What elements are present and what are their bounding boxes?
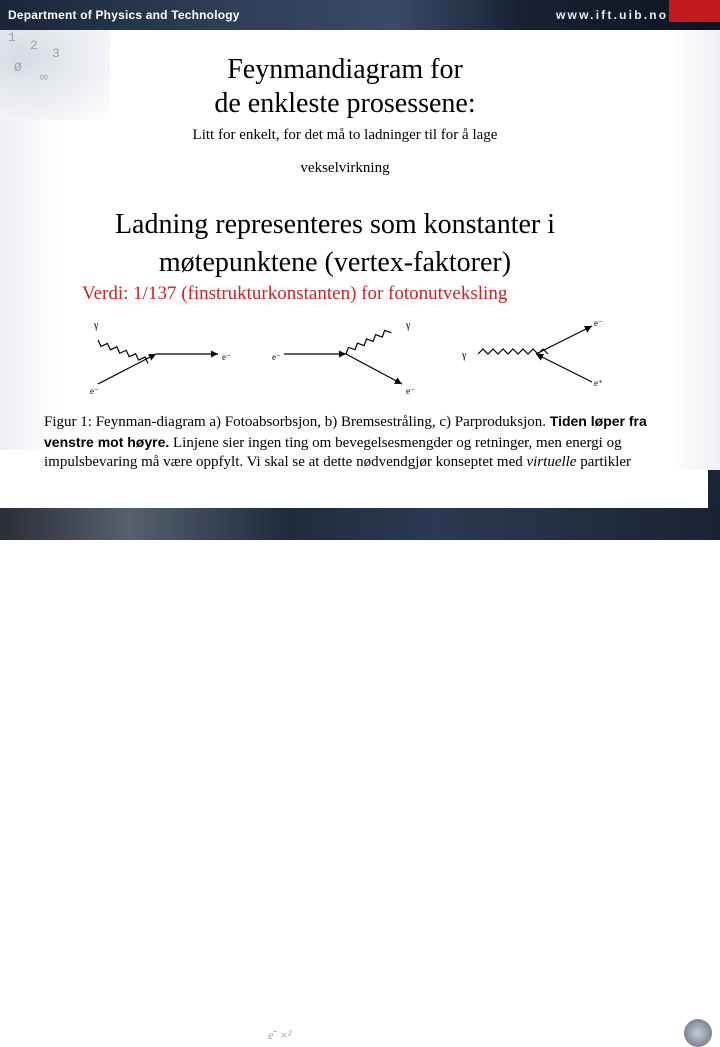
website-url: www.ift.uib.no (556, 8, 669, 22)
subtitle-line1: Litt for enkelt, for det må to ladninger til for å lage (192, 127, 498, 143)
subtitle-line2: vekselvirkning (300, 160, 390, 176)
slide-title-line1: Feynmandiagram for (227, 54, 463, 85)
header-bar (0, 0, 720, 30)
label-eminus-b-in: e⁻ (272, 352, 281, 362)
footer-bar (0, 508, 720, 1042)
figure-caption (44, 412, 694, 473)
label-gamma-a: γ (94, 320, 99, 331)
label-eplus-c: e⁺ (594, 378, 603, 388)
feynman-diagrams (80, 312, 620, 402)
body-line1: Ladning representeres som konstanter i (114, 209, 556, 240)
footer-decoration: e- ×² (268, 1026, 292, 1042)
label-gamma-b: γ (406, 320, 411, 331)
label-gamma-c: γ (462, 350, 467, 361)
caption-prefix: Figur 1: (44, 414, 92, 430)
university-name: The University of Bergen (368, 1023, 585, 1038)
background-fade-left (0, 120, 60, 450)
label-eminus-b-out: e⁻ (406, 386, 415, 396)
slide-title-line2: de enkleste prosessene: (214, 88, 476, 119)
background-decoration: 1 2 3 Ø ∞ (0, 30, 110, 120)
department-label: Department of Physics and Technology (8, 8, 240, 22)
label-eminus-a-out: e⁻ (222, 352, 231, 362)
value-statement: Verdi: 1/137 (finstrukturkonstanten) for fotonutveksling (82, 283, 508, 304)
caption-italic: virtuelle (526, 454, 577, 470)
background-fade-right (670, 30, 720, 470)
diagram-c (461, 318, 603, 388)
body-line2: møtepunktene (vertex-faktorer) (158, 247, 512, 278)
accent-box (669, 0, 720, 22)
caption-text2: Linjene sier ingen ting om bevegelsesmengder og retninger, men energi og impulsbevaring må være oppfylt. Vi skal se at dette nødvendgjør konseptet med (44, 434, 622, 470)
diagram-b (272, 320, 415, 396)
caption-text3: partikler (580, 454, 632, 470)
right-edge-bar (708, 470, 720, 510)
caption-bold: Tiden løper fra venstre mot høyre. (44, 413, 647, 450)
label-eminus-a-in: e⁻ (90, 386, 99, 396)
university-seal-icon (684, 1019, 712, 1047)
label-eminus-c: e⁻ (594, 318, 603, 328)
diagram-a (90, 320, 231, 396)
caption-text1: Feynman-diagram a) Fotoabsorbsjon, b) Bremsestråling, c) Parproduksjon. (95, 414, 547, 430)
